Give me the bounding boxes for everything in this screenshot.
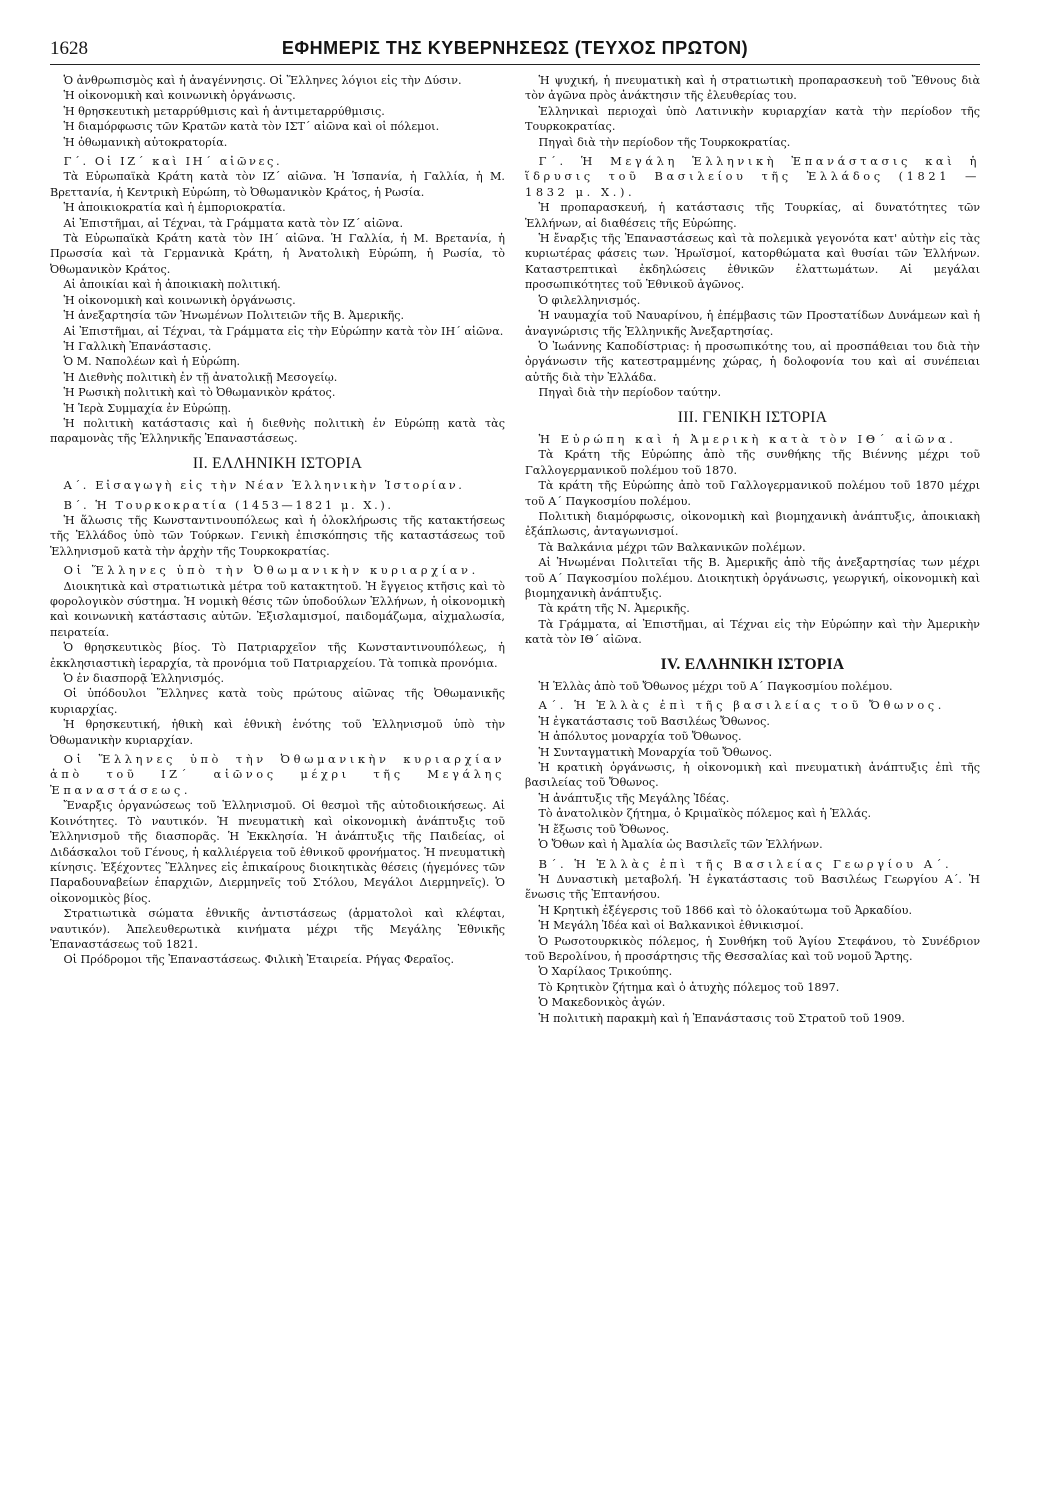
paragraph: Ἡ ὀθωμανικὴ αὐτοκρατορία. bbox=[63, 135, 228, 149]
paragraph: Πηγαὶ διὰ τὴν περίοδον τῆς Τουρκοκρατίας. bbox=[538, 135, 791, 149]
paragraph: Ἡ Ἱερὰ Συμμαχία ἐν Εὐρώπῃ. bbox=[63, 401, 232, 415]
paragraph: Ἡ ψυχική, ἡ πνευματικὴ καὶ ἡ στρατιωτικὴ προπαρασκευὴ τοῦ Ἔθνους διὰ τὸν ἀγῶνα πρὸς ἀνάκτησιν τῆς ἐλευθερίας του. bbox=[525, 74, 980, 103]
subsection-heading: Β΄. Ἡ Ἑλλὰς ἐπὶ τῆς Βασιλείας Γεωργίου Α΄. bbox=[538, 856, 953, 871]
paragraph: Τὰ Βαλκάνια μέχρι τῶν Βαλκανικῶν πολέμων. bbox=[538, 540, 806, 554]
section-heading: ΙΙ. ΕΛΛΗΝΙΚΗ ΙΣΤΟΡΙΑ bbox=[192, 454, 363, 472]
paragraph: Ὁ ἐν διασπορᾷ Ἑλληνισμός. bbox=[63, 672, 225, 686]
subsection-heading: Οἱ Ἕλληνες ὑπὸ τὴν Ὀθωμανικὴν κυριαρχίαν. bbox=[63, 563, 479, 578]
paragraph: Ἡ ἀποικιοκρατία καὶ ἡ ἐμποριοκρατία. bbox=[63, 201, 286, 215]
paragraph: Ἑλληνικαὶ περιοχαὶ ὑπὸ Λατινικὴν κυριαρχίαν κατὰ τὴν περίοδον τῆς Τουρκοκρατίας. bbox=[525, 104, 980, 134]
paragraph: Αἱ Ἡνωμέναι Πολιτεῖαι τῆς Β. Ἀμερικῆς ἀπὸ τῆς ἀνεξαρτησίας των μέχρι τοῦ Α΄ Παγκοσμίου πολέμου. Διοικητικὴ ὀργάνωσις, γεωργική, οἰκονομικὴ καὶ βιομηχανικὴ ἀνάπτυξις. bbox=[525, 556, 980, 600]
paragraph: Ἡ Συνταγματικὴ Μοναρχία τοῦ Ὄθωνος. bbox=[538, 745, 773, 759]
paragraph: Ὁ Μακεδονικὸς ἀγών. bbox=[538, 996, 666, 1010]
paragraph: Ἡ πολιτικὴ κατάστασις καὶ ἡ διεθνὴς πολιτικὴ ἐν Εὐρώπῃ κατὰ τὰς παραμονὰς τῆς Ἑλληνικῆς Ἐπαναστάσεως. bbox=[50, 416, 505, 446]
text-columns bbox=[50, 73, 980, 1026]
paragraph: Ἡ προπαρασκευή, ἡ κατάστασις τῆς Τουρκίας, αἱ δυνατότητες τῶν Ἑλλήνων, αἱ διαθέσεις τῆς Εὐρώπης. bbox=[525, 201, 980, 230]
paragraph: Αἱ Ἐπιστῆμαι, αἱ Τέχναι, τὰ Γράμματα εἰς τὴν Εὐρώπην κατὰ τὸν ΙΗ΄ αἰῶνα. bbox=[63, 324, 504, 338]
paragraph: Ἡ Δυναστικὴ μεταβολή. Ἡ ἐγκατάστασις τοῦ Βασιλέως Γεωργίου Α΄. Ἡ ἕνωσις τῆς Ἑπτανήσου. bbox=[525, 872, 980, 902]
paragraph: Ἡ πολιτικὴ παρακμὴ καὶ ἡ Ἐπανάστασις τοῦ Στρατοῦ τοῦ 1909. bbox=[538, 1011, 905, 1025]
paragraph: Πηγαὶ διὰ τὴν περίοδον ταύτην. bbox=[538, 386, 722, 400]
paragraph: Ἡ Γαλλικὴ Ἐπανάστασις. bbox=[63, 339, 212, 353]
subsection-heading: Α΄. Ἡ Ἑλλὰς ἐπὶ τῆς βασιλείας τοῦ Ὄθωνος. bbox=[538, 698, 945, 713]
paragraph: Ὁ φιλελληνισμός. bbox=[538, 293, 641, 307]
paragraph: Τὸ ἀνατολικὸν ζήτημα, ὁ Κριμαϊκὸς πόλεμος καὶ ἡ Ἑλλάς. bbox=[538, 807, 872, 821]
paragraph: Ὁ θρησκευτικὸς βίος. Τὸ Πατριαρχεῖον τῆς Κωνσταντινουπόλεως, ἡ ἐκκλησιαστικὴ ἱεραρχία, τὰ προνόμια τοῦ Πατριαρχείου. Τὰ τοπικὰ προνόμια. bbox=[50, 641, 505, 670]
paragraph: Ὁ Ἰωάννης Καποδίστριας: ἡ προσωπικότης του, αἱ προσπάθειαι του διὰ τὴν ὀργάνωσιν τῆς κατεστραμμένης χώρας, ἡ δολοφονία του καὶ αἱ συνέπειαι αὐτῆς διὰ τὴν Ἑλλάδα. bbox=[525, 339, 980, 384]
paragraph: Ἡ Μεγάλη Ἰδέα καὶ οἱ Βαλκανικοὶ ἐθνικισμοί. bbox=[538, 919, 804, 933]
paragraph: Τὰ Εὐρωπαϊκὰ Κράτη κατὰ τὸν ΙΗ΄ αἰῶνα. Ἡ Γαλλία, ἡ Μ. Βρετανία, ἡ Πρωσσία καὶ τὰ Γερμανικὰ Κράτη, ἡ Ἀνατολικὴ Εὐρώπη, ἡ Ρωσία, τὸ Ὀθωμανικὸν Κράτος. bbox=[50, 232, 505, 276]
page-number: 1628 bbox=[50, 38, 88, 59]
paragraph: Ὁ Ρωσοτουρκικὸς πόλεμος, ἡ Συνθήκη τοῦ Ἁγίου Στεφάνου, τὸ Συνέδριον τοῦ Βερολίνου, ἡ προσάρτησις τῆς Θεσσαλίας καὶ τοῦ νομοῦ Ἄρτης. bbox=[525, 934, 980, 963]
paragraph: Τὰ Κράτη τῆς Εὐρώπης ἀπὸ τῆς συνθήκης τῆς Βιέννης μέχρι τοῦ Γαλλογερμανικοῦ πολέμου τοῦ 1870. bbox=[525, 448, 980, 477]
paragraph: Ἡ ἅλωσις τῆς Κωνσταντινουπόλεως καὶ ἡ ὁλοκλήρωσις τῆς κατακτήσεως τῆς Ἑλλάδος ὑπὸ τῶν Τούρκων. Γενικὴ ἐπισκόπησις τῆς καταστάσεως τοῦ Ἑλληνισμοῦ κατὰ τὴν ἀρχὴν τῆς Τουρκοκρατίας. bbox=[50, 513, 505, 558]
section-heading: ΙΙΙ. ΓΕΝΙΚΗ ΙΣΤΟΡΙΑ bbox=[677, 408, 828, 426]
subsection-heading: Γ΄. Οἱ ΙΖ΄ καὶ ΙΗ΄ αἰῶνες. bbox=[63, 154, 283, 169]
paragraph: Τὰ Εὐρωπαϊκὰ Κράτη κατὰ τὸν ΙΖ΄ αἰῶνα. Ἡ Ἱσπανία, ἡ Γαλλία, ἡ Μ. Βρεττανία, ἡ Κεντρικὴ Εὐρώπη, τὸ Ὀθωμανικὸν Κράτος, ἡ Ρωσία. bbox=[50, 170, 505, 199]
paragraph: Στρατιωτικὰ σώματα ἐθνικῆς ἀντιστάσεως (ἁρματολοὶ καὶ κλέφται, ναυτικόν). Ἀπελευθερωτικὰ κινήματα μέχρι τῆς Μεγάλης Ἐθνικῆς Ἐπαναστάσεως τοῦ 1821. bbox=[50, 907, 505, 951]
subsection-heading: Οἱ Ἕλληνες ὑπὸ τὴν Ὀθωμανικὴν κυριαρχίαν ἀπὸ τοῦ ΙΖ΄ αἰῶνος μέχρι τῆς Μεγάλης Ἐπαναστάσεως. bbox=[50, 752, 505, 797]
left-column bbox=[50, 73, 505, 1026]
paragraph: Ὁ Χαρίλαος Τρικούπης. bbox=[538, 965, 673, 979]
page-header bbox=[50, 36, 980, 65]
paragraph: Τὰ κράτη τῆς Ν. Ἀμερικῆς. bbox=[538, 602, 690, 616]
paragraph: Τὰ κράτη τῆς Εὐρώπης ἀπὸ τοῦ Γαλλογερμανικοῦ πολέμου τοῦ 1870 μέχρι τοῦ Α΄ Παγκοσμίου πολέμου. bbox=[525, 479, 980, 508]
paragraph: Ἡ ναυμαχία τοῦ Ναυαρίνου, ἡ ἐπέμβασις τῶν Προστατίδων Δυνάμεων καὶ ἡ ἀναγνώρισις τῆς Ἑλληνικῆς Ἀνεξαρτησίας. bbox=[525, 309, 980, 338]
paragraph: Ἡ Ρωσικὴ πολιτικὴ καὶ τὸ Ὀθωμανικὸν κράτος. bbox=[63, 386, 336, 400]
paragraph: Ἡ κρατικὴ ὀργάνωσις, ἡ οἰκονομικὴ καὶ πνευματικὴ ἀνάπτυξις ἐπὶ τῆς βασιλείας τοῦ Ὄθωνος. bbox=[525, 761, 980, 790]
subsection-heading: Γ΄. Ἡ Μεγάλη Ἑλληνικὴ Ἐπανάστασις καὶ ἡ ἵδρυσις τοῦ Βασιλείου τῆς Ἑλλάδος (1821 — 1832 μ. Χ.). bbox=[525, 154, 980, 199]
paragraph: Διοικητικὰ καὶ στρατιωτικὰ μέτρα τοῦ κατακτητοῦ. Ἡ ἔγγειος κτῆσις καὶ τὸ φορολογικὸν σύστημα. Ἡ νομικὴ θέσις τῶν ὑποδούλων Ἑλλήνων, ἡ οἰκονομικὴ καὶ κοινωνικὴ κατάστασις αὐτῶν. Ἐξισλαμισμοί, παιδομάζωμα, αἰχμαλωσία, πειρατεία. bbox=[50, 579, 505, 639]
paragraph: Ἡ ἀπόλυτος μοναρχία τοῦ Ὄθωνος. bbox=[538, 730, 742, 744]
subsection-heading: Ἡ Εὐρώπη καὶ ἡ Ἀμερικὴ κατὰ τὸν ΙΘ΄ αἰῶνα. bbox=[538, 431, 957, 446]
paragraph: Ἔναρξις ὀργανώσεως τοῦ Ἑλληνισμοῦ. Οἱ θεσμοὶ τῆς αὐτοδιοικήσεως. Αἱ Κοινότητες. Τὸ ναυτικόν. Ἡ πνευματικὴ καὶ οἰκονομικὴ ἀνάπτυξις τοῦ Ἑλληνισμοῦ τῆς διασπορᾶς. Ἡ Ἐκκλησία. Ἡ ἀνάπτυξις τῆς Παιδείας, οἱ Διδάσκαλοι τοῦ Γένους, ἡ καλλιέργεια τοῦ ἐθνικοῦ φρονήματος. Ἡ πνευματικὴ κίνησις. Ἐξέχοντες Ἕλληνες εἰς ἐπικαίρους διοικητικὰς θέσεις (ἡγεμόνες τῶν Παραδουναβείων ἐπαρχιῶν, Διερμηνεῖς τοῦ Στόλου, Μεγάλοι Διερμηνεῖς). Ὁ οἰκονομικὸς βίος. bbox=[50, 799, 505, 905]
paragraph: Οἱ ὑπόδουλοι Ἕλληνες κατὰ τοὺς πρώτους αἰῶνας τῆς Ὀθωμανικῆς κυριαρχίας. bbox=[50, 687, 505, 716]
paragraph: Ἡ ἔξωσις τοῦ Ὄθωνος. bbox=[538, 822, 670, 836]
paragraph: Τὸ Κρητικὸν ζήτημα καὶ ὁ ἀτυχὴς πόλεμος τοῦ 1897. bbox=[538, 980, 840, 994]
paragraph: Ἡ ἀνάπτυξις τῆς Μεγάλης Ἰδέας. bbox=[538, 791, 730, 805]
paragraph: Αἱ ἀποικίαι καὶ ἡ ἀποικιακὴ πολιτική. bbox=[63, 278, 281, 292]
paragraph: Ἡ θρησκευτικὴ μεταρρύθμισις καὶ ἡ ἀντιμεταρρύθμισις. bbox=[63, 104, 385, 118]
subsection-heading: Β΄. Ἡ Τουρκοκρατία (1453—1821 μ. Χ.). bbox=[63, 497, 394, 512]
paragraph: Αἱ Ἐπιστῆμαι, αἱ Τέχναι, τὰ Γράμματα κατὰ τὸν ΙΖ΄ αἰῶνα. bbox=[63, 216, 404, 230]
paragraph: Ἡ Κρητικὴ ἐξέγερσις τοῦ 1866 καὶ τὸ ὁλοκαύτωμα τοῦ Ἀρκαδίου. bbox=[538, 903, 913, 917]
right-column bbox=[525, 73, 980, 1026]
paragraph: Πολιτικὴ διαμόρφωσις, οἰκονομικὴ καὶ βιομηχανικὴ ἀνάπτυξις, ἀποικιακὴ ἐξάπλωσις, ἀνταγωνισμοί. bbox=[525, 509, 980, 539]
subsection-heading: Α΄. Εἰσαγωγὴ εἰς τὴν Νέαν Ἑλληνικὴν Ἱστορίαν. bbox=[63, 478, 465, 493]
paragraph: Οἱ Πρόδρομοι τῆς Ἐπαναστάσεως. Φιλικὴ Ἑταιρεία. Ρήγας Φεραῖος. bbox=[63, 953, 455, 967]
paragraph: Ἡ ἐγκατάστασις τοῦ Βασιλέως Ὄθωνος. bbox=[538, 714, 770, 728]
paragraph: Ἡ Διεθνὴς πολιτικὴ ἐν τῇ ἀνατολικῇ Μεσογείῳ. bbox=[63, 370, 338, 384]
paragraph: Ἡ θρησκευτική, ἠθικὴ καὶ ἐθνικὴ ἑνότης τοῦ Ἑλληνισμοῦ ὑπὸ τὴν Ὀθωμανικὴν κυριαρχίαν. bbox=[50, 718, 505, 747]
paragraph: Ὁ Μ. Ναπολέων καὶ ἡ Εὐρώπη. bbox=[63, 355, 241, 369]
section-heading: ΙV. ΕΛΛΗΝΙΚΗ ΙΣΤΟΡΙΑ bbox=[660, 655, 845, 673]
paragraph: Ὁ Ὄθων καὶ ἡ Ἀμαλία ὡς Βασιλεῖς τῶν Ἑλλήνων. bbox=[538, 838, 823, 852]
paragraph: Ὁ ἀνθρωπισμὸς καὶ ἡ ἀναγέννησις. Οἱ Ἕλληνες λόγιοι εἰς τὴν Δύσιν. bbox=[63, 74, 462, 87]
paragraph: Ἡ ἀνεξαρτησία τῶν Ἡνωμένων Πολιτειῶν τῆς Β. Ἀμερικῆς. bbox=[63, 309, 405, 323]
paragraph: Ἡ διαμόρφωσις τῶν Κρατῶν κατὰ τὸν ΙΣΤ΄ αἰῶνα καὶ οἱ πόλεμοι. bbox=[63, 120, 440, 134]
running-title: ΕΦΗΜΕΡΙΣ ΤΗΣ ΚΥΒΕΡΝΗΣΕΩΣ (ΤΕΥΧΟΣ ΠΡΩΤΟΝ) bbox=[281, 38, 749, 58]
paragraph: Ἡ οἰκονομικὴ καὶ κοινωνικὴ ὀργάνωσις. bbox=[63, 89, 296, 103]
paragraph: Τὰ Γράμματα, αἱ Ἐπιστῆμαι, αἱ Τέχναι εἰς τὴν Εὐρώπην καὶ τὴν Ἀμερικὴν κατὰ τὸν ΙΘ΄ αἰῶνα. bbox=[525, 617, 980, 647]
paragraph: Ἡ οἰκονομικὴ καὶ κοινωνικὴ ὀργάνωσις. bbox=[63, 293, 296, 307]
paragraph: Ἡ ἔναρξις τῆς Ἐπαναστάσεως καὶ τὰ πολεμικὰ γεγονότα κατ' αὐτὴν εἰς τὰς κυριωτέρας φάσεις των. Ἡρωϊσμοί, κατορθώματα καὶ θυσίαι τῶν Ἑλλήνων. Καταστρεπτικαὶ ἐκδηλώσεις ἐθνικῶν ἐλαττωμάτων. Αἱ μεγάλαι προσωπικότητες τοῦ Ἐθνικοῦ ἀγῶνος. bbox=[525, 232, 980, 292]
paragraph: Ἡ Ἑλλὰς ἀπὸ τοῦ Ὄθωνος μέχρι τοῦ Α΄ Παγκοσμίου πολέμου. bbox=[538, 680, 893, 694]
